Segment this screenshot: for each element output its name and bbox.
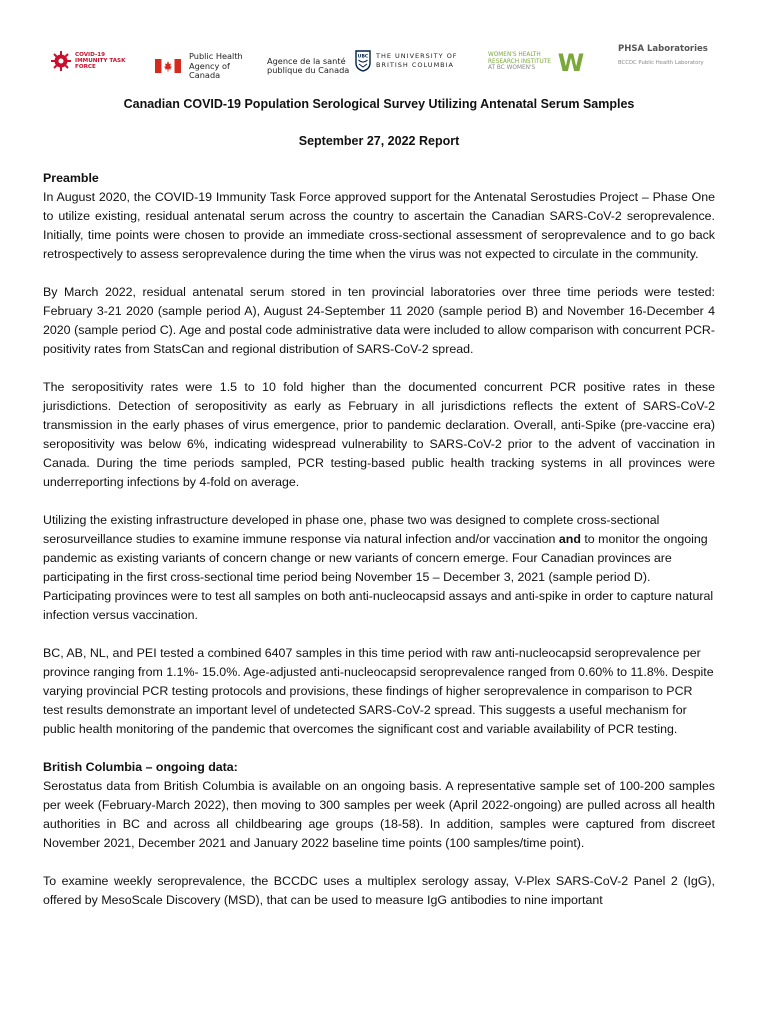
logo-bar	[0, 44, 770, 84]
paragraph-4-part-2: to monitor the ongoing pandemic as existing variants of concern change or new variants of concern emerge. Four Canadian provinces are participating in the first cross-sectional time period being November 15 – December 3, 2021 (sample period D). Participating provinces were to test all samples on both anti-nucleocapsid assays and anti-spike in order to capture natural infection versus vaccination.	[43, 532, 714, 622]
whri-subname: AT BC WOMEN'S	[488, 65, 536, 72]
report-date: September 27, 2022 Report	[298, 134, 460, 148]
ubc-logo	[355, 50, 466, 72]
covid-task-force-label: COVID-19 IMMUNITY TASK FORCE	[75, 52, 126, 70]
phac-name-fr: Agence de la santé publique du Canada	[267, 55, 350, 76]
phsa-logo	[618, 44, 708, 66]
whri-w-icon	[556, 50, 586, 74]
bccdc-lab-name: BCCDC Public Health Laboratory	[618, 60, 704, 66]
paragraph-4-bold: and	[558, 532, 581, 546]
paragraph-4-part-1: Utilizing the existing infrastructure developed in phase one, phase two was designed to complete cross-sectional serosurveillance studies to examine immune response via natural infection and/or vaccination	[43, 513, 660, 546]
ubc-crest-icon	[355, 50, 371, 72]
whri-name: WOMEN'S HEALTH RESEARCH INSTITUTE	[488, 52, 551, 65]
preamble-heading: Preamble	[43, 171, 99, 185]
phsa-name: PHSA Laboratories	[618, 44, 708, 54]
ubc-name: THE UNIVERSITY OF BRITISH COLUMBIA	[376, 52, 458, 69]
ubc-crest-text: UBC	[357, 54, 369, 60]
paragraph-1: In August 2020, the COVID-19 Immunity Task Force approved support for the Antenatal Serostudies Project – Phase One to utilize existing, residual antenatal serum across the country to ascertain the Canadian SARS-CoV-2 seroprevalence. Initially, time points were chosen to provide an immediate cross-sectional assessment of seroprevalence and to go back retrospectively to assess seroprevalence during the time when the virus was not expected to circulate in the community.	[43, 190, 715, 261]
paragraph-5: BC, AB, NL, and PEI tested a combined 6407 samples in this time period with raw anti-nucleocapsid seroprevalence per province ranging from 1.1%- 15.0%. Age-adjusted anti-nucleocapsid seroprevalence ranged from 0.60% to 11.8%. Despite varying provincial PCR testing protocols and provisions, these findings of higher seroprevalence in comparison to PCR test results demonstrate an important level of undetected SARS-CoV-2 spread. This suggests a useful mechanism for public health monitoring of the pandemic that overcomes the significant cost and variable availability of PCR testing.	[43, 646, 714, 736]
covid-task-force-logo	[50, 50, 135, 72]
whri-logo	[488, 50, 586, 74]
paragraph-4	[43, 511, 715, 625]
paragraph-6: Serostatus data from British Columbia is available on an ongoing basis. A representative sample set of 100-200 samples per week (February-March 2022), then moving to 300 samples per week (April 2022-ongoing) are pulled across all health authorities in BC and across all childbearing age groups (18-58). In addition, samples were captured from discreet November 2021, December 2021 and January 2022 baseline time points (100 samples/time point).	[43, 779, 715, 850]
phac-name-en: Public Health Agency of Canada	[189, 51, 243, 80]
paragraph-3: The seropositivity rates were 1.5 to 10 fold higher than the documented concurrent PCR positive rates in these jurisdictions. Detection of seropositivity as early as February in all jurisdictions reflects the extent of SARS-CoV-2 transmission in the early phases of virus emergence, prior to pandemic declaration. Overall, anti-Spike (pre-vaccine era) seropositivity was below 6%, indicating widespread vulnerability to SARS-CoV-2 prior to the advent of vaccination in Canada. During the time periods sampled, PCR testing-based public health tracking systems in all provinces were underreporting infections by 4-fold on average.	[43, 380, 715, 489]
phac-logo	[155, 52, 357, 81]
whri-mark-text: W	[557, 50, 585, 74]
paragraph-7: To examine weekly seroprevalence, the BCCDC uses a multiplex serology assay, V-Plex SARS-CoV-2 Panel 2 (IgG), offered by MesoScale Discovery (MSD), that can be used to measure IgG antibodies to nine important	[43, 874, 715, 907]
report-title: Canadian COVID-19 Population Serological Survey Utilizing Antenatal Serum Samples	[123, 97, 635, 111]
canada-flag-icon	[155, 59, 181, 73]
bc-heading: British Columbia – ongoing data:	[43, 760, 238, 774]
report-body	[43, 95, 715, 929]
virus-icon	[50, 50, 72, 72]
paragraph-2: By March 2022, residual antenatal serum stored in ten provincial laboratories over three time periods were tested: February 3-21 2020 (sample period A), August 24-September 11 2020 (sample period B) and November 16-December 4 2020 (sample period C). Age and postal code administrative data were included to allow comparison with concurrent PCR-positivity rates from StatsCan and regional distribution of SARS-CoV-2 spread.	[43, 285, 715, 356]
